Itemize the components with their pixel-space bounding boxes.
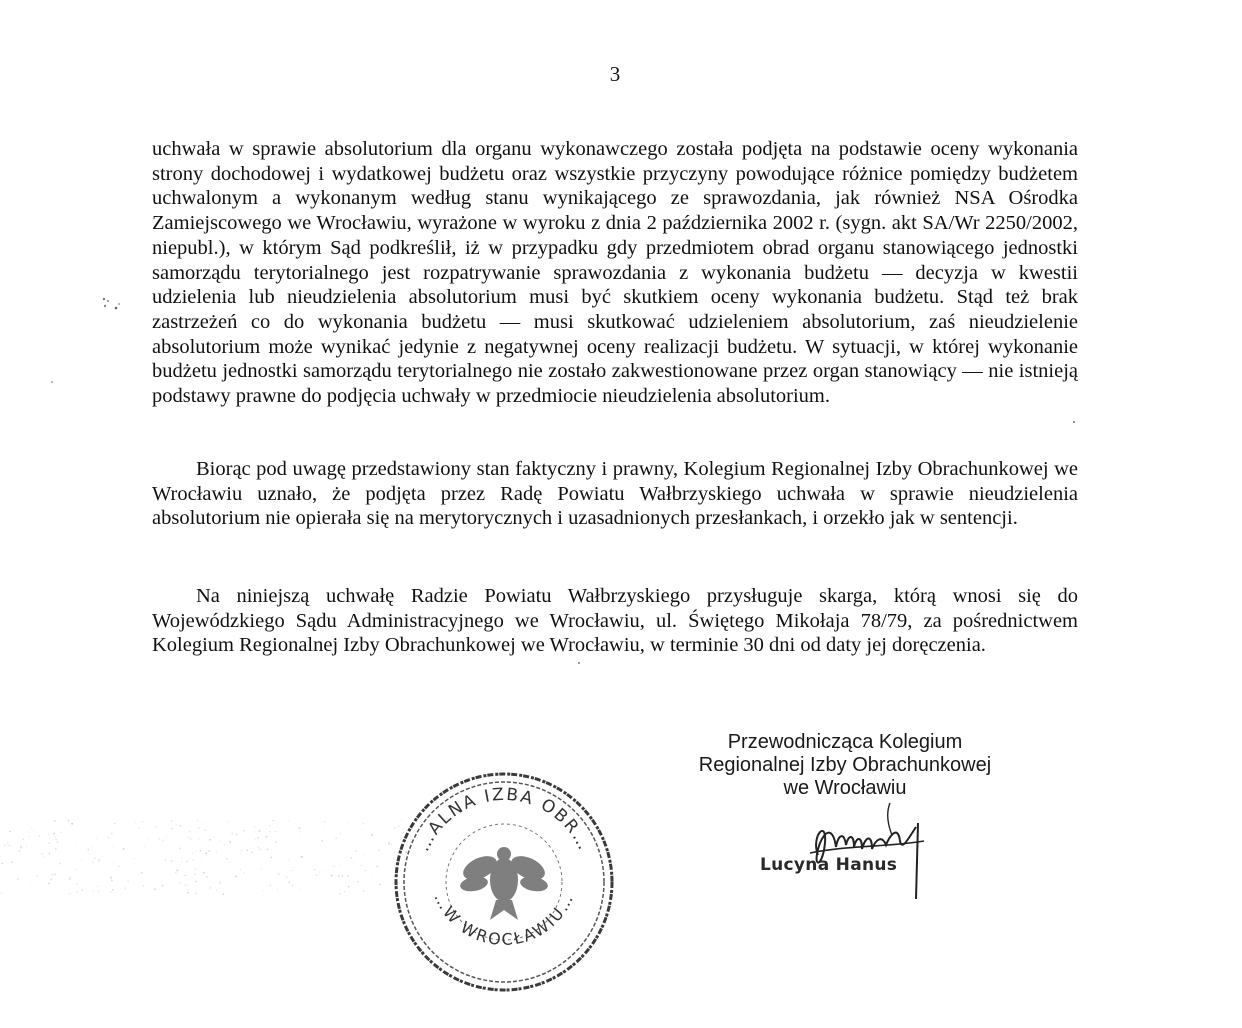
scan-speck (576, 660, 584, 668)
paragraph-3: Na niniejszą uchwałę Radzie Powiatu Wałbrzyskiego przysługuje skarga, którą wnosi się do Wojewódzkiego Sądu Administracyjnego we Wrocławiu, ul. Świętego Mikołaja 78/79, za pośrednictwem Kolegium Regionalnej Izby Obrachunkowej we Wrocławiu, w terminie 30 dni od daty jej doręczenia. (152, 585, 1078, 657)
scan-speck (48, 378, 58, 388)
signatory-name: Lucyna Hanus (760, 855, 898, 875)
handwritten-signature (790, 795, 950, 905)
page-number: 3 (609, 62, 621, 86)
scan-speck (1070, 418, 1080, 428)
seal-bottom-text: …W WROCŁAWIU… (430, 889, 578, 950)
signatory-title-line-3: we Wrocławiu (783, 777, 907, 799)
seal-top-text: …ALNA IZBA OBR… (413, 784, 595, 855)
scan-speck (100, 295, 124, 315)
paragraph-1: uchwała w sprawie absolutorium dla organu wykonawczego została podjęta na podstawie oceny wykonania strony dochodowej i wydatkowej budżetu oraz wszystkie przyczyny powodujące różnice pomiędzy budżetem uchwalonym a wykonanym według stanu wynikającego ze sprawozdania, jak również NSA Ośrodka Zamiejscowego we Wrocławiu, wyrażone w wyroku z dnia 2 października 2002 r. (sygn. akt SA/Wr 2250/2002, niepubl.), w którym Sąd podkreślił, iż w przypadku gdy przedmiotem obrad organu stanowiącego jednostki samorządu terytorialnego jest rozpatrywanie sprawozdania z wykonania budżetu — decyzja w kwestii udzielenia lub nieudzielenia absolutorium musi być skutkiem oceny wykonania budżetu. Stąd też brak zastrzeżeń co do wykonania budżetu — musi skutkować udzieleniem absolutorium, zaś nieudzielenie absolutorium może wynikać jedynie z negatywnej oceny realizacji budżetu. W sytuacji, w której wykonanie budżetu jednostki samorządu terytorialnego nie zostało zakwestionowane przez organ stanowiący — nie istnieją podstawy prawne do podjęcia uchwały w przedmiocie nieudzielenia absolutorium. (152, 138, 1078, 408)
signature-block (660, 731, 1030, 800)
official-seal (392, 770, 616, 994)
signatory-title-line-2: Regionalnej Izby Obrachunkowej (698, 754, 992, 776)
paragraph-2: Biorąc pod uwagę przedstawiony stan faktyczny i prawny, Kolegium Regionalnej Izby Obrachunkowej we Wrocławiu uznało, że podjęta przez Radę Powiatu Wałbrzyskiego uchwała w sprawie nieudzielenia absolutorium nie opierała się na merytorycznych i uzasadnionych przesłankach, i orzekło jak w sentencji. (152, 458, 1078, 530)
signatory-title-line-1: Przewodnicząca Kolegium (727, 731, 963, 753)
scan-grain-strip (0, 820, 420, 900)
